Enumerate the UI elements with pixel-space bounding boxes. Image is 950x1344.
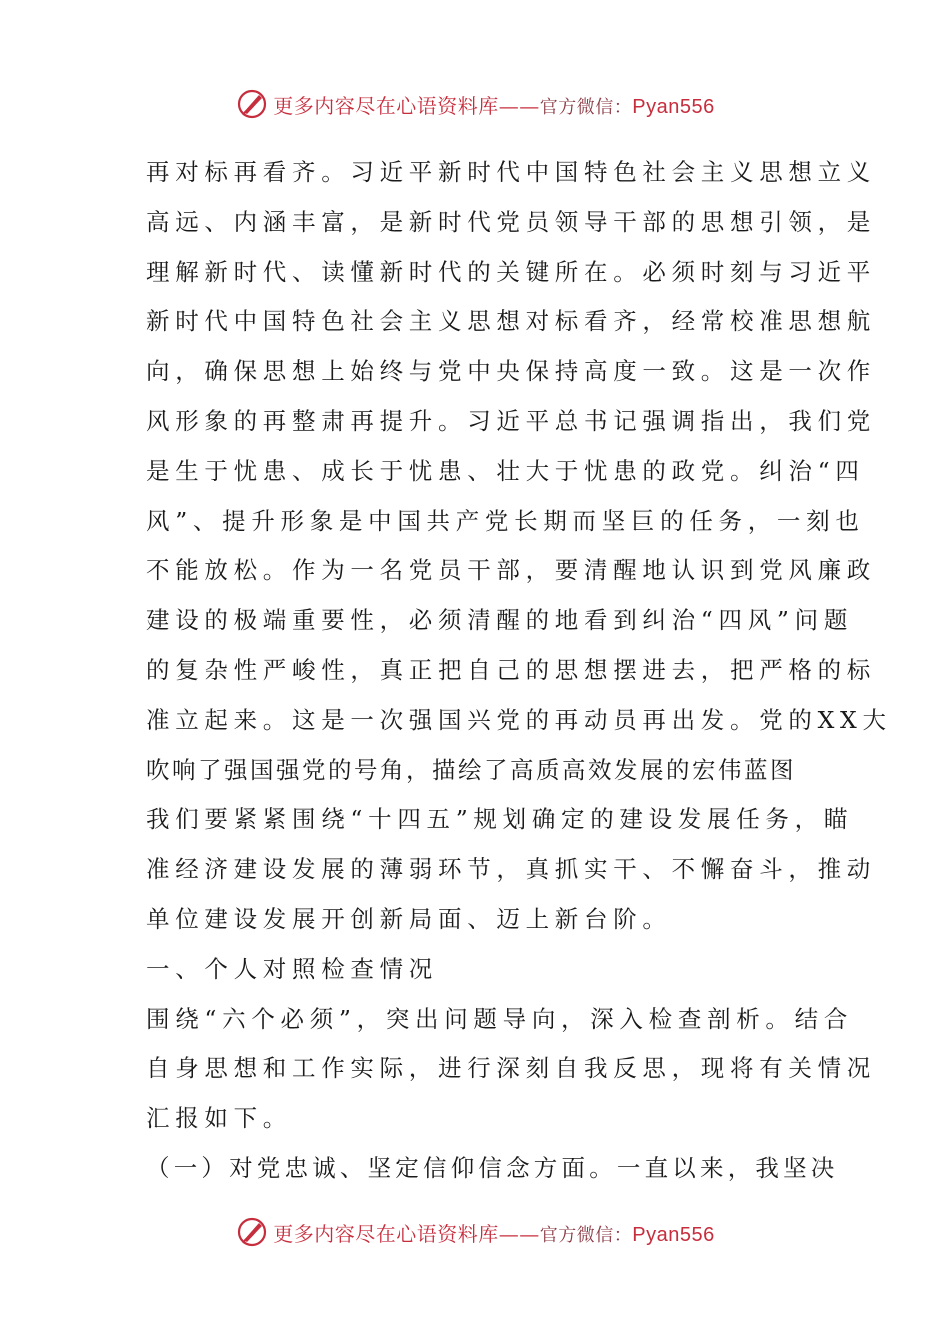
text-line: 单位建设发展开创新局面、迈上新台阶。 bbox=[146, 904, 672, 933]
quill-logo-icon bbox=[235, 87, 269, 121]
text-line: 汇报如下。 bbox=[146, 1104, 292, 1133]
text-line: 吹响了强国强党的号角，描绘了高质高效发展的宏伟蓝图 bbox=[146, 755, 796, 784]
text-line: 新时代中国特色社会主义思想对标看齐，经常校准思想航 bbox=[146, 307, 876, 336]
text-line: 理解新时代、读懂新时代的关键所在。必须时刻与习近平 bbox=[146, 257, 876, 286]
text-line: 准经济建设发展的薄弱环节，真抓实干、不懈奋斗，推动 bbox=[146, 855, 876, 884]
text-line: 不能放松。作为一名党员干部，要清醒地认识到党风廉政 bbox=[146, 556, 876, 585]
document-body bbox=[146, 148, 892, 1194]
text-line: 准立起来。这是一次强国兴党的再动员再出发。党的XX大 bbox=[146, 705, 892, 734]
text-line: 围绕“六个必须”，突出问题导向，深入检查剖析。结合 bbox=[146, 1004, 854, 1033]
text-line: 我们要紧紧围绕“十四五”规划确定的建设发展任务，瞄 bbox=[146, 805, 854, 834]
text-line: 是生于忧患、成长于忧患、壮大于忧患的政党。纠治“四 bbox=[146, 456, 865, 485]
text-line: 向，确保思想上始终与党中央保持高度一致。这是一次作 bbox=[146, 357, 876, 386]
text-line: 再对标再看齐。习近平新时代中国特色社会主义思想立义 bbox=[146, 158, 876, 186]
text-line: （一）对党忠诚、坚定信仰信念方面。一直以来，我坚决 bbox=[146, 1153, 839, 1182]
banner-text: 更多内容尽在心语资料库——官方微信：Pyan556 bbox=[273, 93, 715, 118]
quill-logo-icon bbox=[235, 1215, 269, 1249]
header-banner bbox=[0, 82, 950, 126]
text-line: 的复杂性严峻性，真正把自己的思想摆进去，把严格的标 bbox=[146, 655, 876, 684]
section-heading: 一、个人对照检查情况 bbox=[146, 954, 438, 983]
footer-banner bbox=[0, 1210, 950, 1254]
text-line: 自身思想和工作实际，进行深刻自我反思，现将有关情况 bbox=[146, 1054, 876, 1083]
text-line: 风”、提升形象是中国共产党长期而坚巨的任务，一刻也 bbox=[146, 506, 865, 535]
text-line: 风形象的再整肃再提升。习近平总书记强调指出，我们党 bbox=[146, 406, 876, 435]
text-line: 高远、内涵丰富，是新时代党员领导干部的思想引领，是 bbox=[146, 207, 876, 236]
banner-text: 更多内容尽在心语资料库——官方微信：Pyan556 bbox=[273, 1221, 715, 1246]
text-line: 建设的极端重要性，必须清醒的地看到纠治“四风”问题 bbox=[146, 606, 854, 635]
